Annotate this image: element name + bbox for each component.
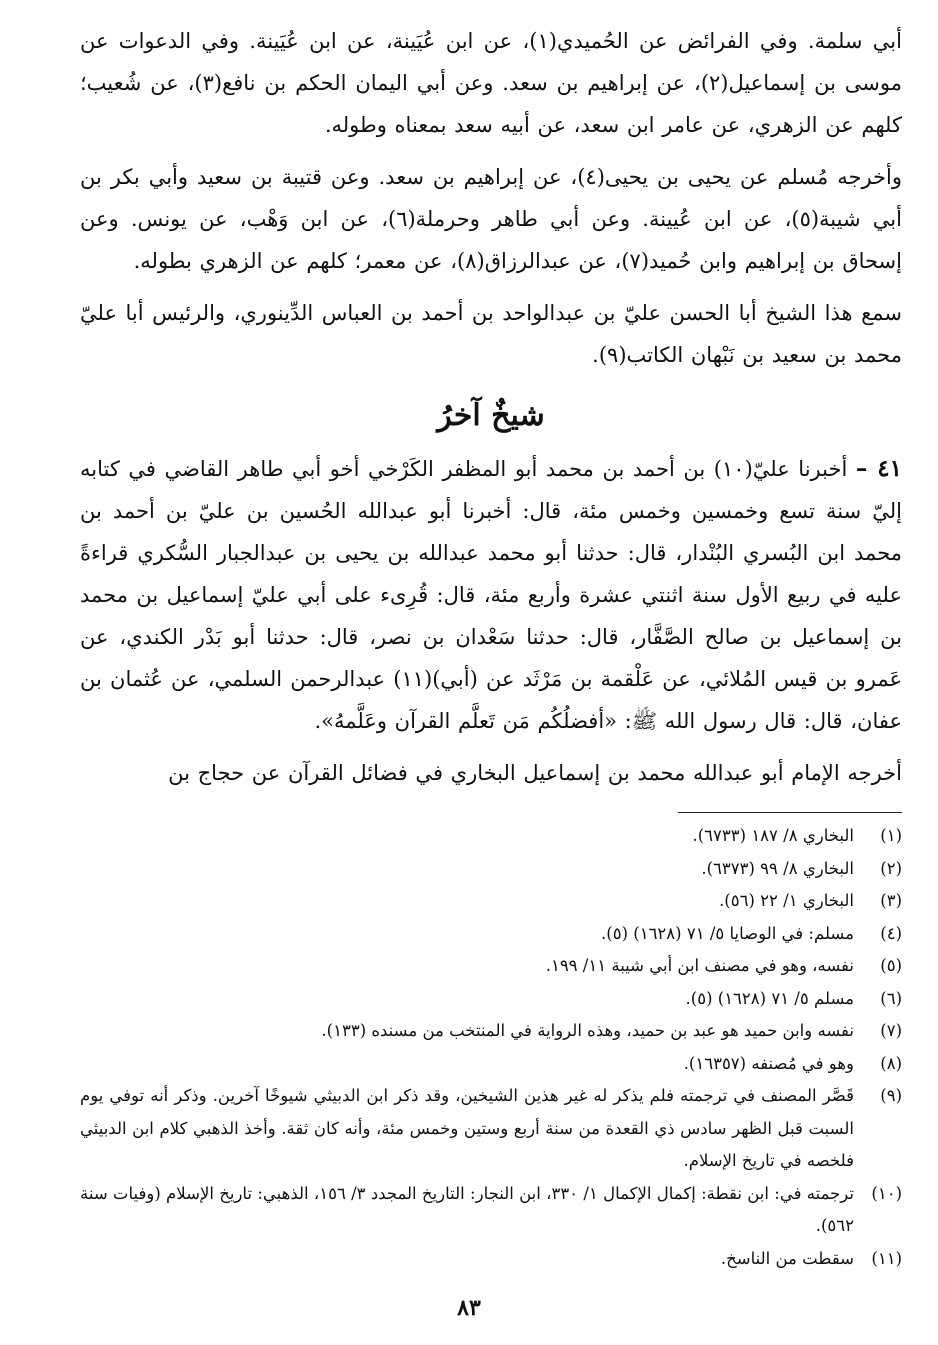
footnote-number: (٣) bbox=[880, 891, 902, 910]
footnote-text: نفسه وابن حميد هو عبد بن حميد، وهذه الرواية في المنتخب من مسنده (١٣٣). bbox=[321, 1021, 854, 1040]
footnote-number: (١) bbox=[880, 826, 902, 845]
footnote-text: ترجمته في: ابن نقطة: إكمال الإكمال ١/ ٣٣٠، ابن النجار: التاريخ المجدد ٣/ ١٥٦، الذهبي: تاريخ الإسلام (وفيات سنة ٥٦٢). bbox=[80, 1183, 855, 1235]
footnote bbox=[80, 983, 902, 1016]
paragraph-2: وأخرجه مُسلم عن يحيى بن يحيى(٤)، عن إبراهيم بن سعد. وعن قتيبة بن سعيد وأبي بكر بن أبي شيبة(٥)، عن ابن عُيينة. وعن أبي طاهر وحرملة(٦)، عن ابن وَهْب، عن يونس. وعن إسحاق بن إبراهيم وابن حُميد(٧)، عن عبدالرزاق(٨)، عن معمر؛ كلهم عن الزهري بطوله. bbox=[80, 165, 902, 273]
footnote-text: نفسه، وهو في مصنف ابن أبي شيبة ١١/ ١٩٩. bbox=[545, 956, 854, 975]
section-heading: شيخٌ آخرُ bbox=[437, 398, 545, 433]
footnote bbox=[80, 950, 902, 983]
footnote-text: قَصَّر المصنف في ترجمته فلم يذكر له غير هذين الشيخين، وقد ذكر ابن الدبيثي شيوخًا آخرين. وذكر أنه توفي يوم السبت قبل الظهر سادس ذي القعدة من سنة أربع وستين وخمس مئة، وأنه كان ثقة. وأخذ الذهبي كلام ابن الدبيثي فلخصه في تاريخ الإسلام. bbox=[80, 1086, 854, 1170]
footnote bbox=[80, 918, 902, 951]
footnote-text: البخاري ٨/ ٩٩ (٦٣٧٣). bbox=[701, 858, 854, 878]
footnote-text: مسلم ٥/ ٧١ (١٦٢٨) (٥). bbox=[685, 988, 854, 1008]
closing-paragraph: أخرجه الإمام أبو عبدالله محمد بن إسماعيل البخاري في فضائل القرآن عن حجاج بن bbox=[168, 761, 902, 785]
footnote bbox=[80, 1178, 902, 1243]
footnotes bbox=[80, 820, 902, 1275]
footnote-number: (١١) bbox=[871, 1248, 902, 1268]
hadith-number: ٤١ – bbox=[855, 455, 902, 482]
hadith-paragraph bbox=[80, 448, 902, 742]
footnote-text: البخاري ١/ ٢٢ (٥٦). bbox=[719, 891, 854, 910]
page-body bbox=[80, 20, 902, 1268]
footnote-number: (٩) bbox=[880, 1086, 902, 1105]
footnote bbox=[80, 1243, 902, 1276]
paragraph-1: أبي سلمة. وفي الفرائض عن الحُميدي(١)، عن ابن عُيَينة، عن ابن عُيَينة. وفي الدعوات عن موسى بن إسماعيل(٢)، عن إبراهيم بن سعد. وعن أبي اليمان الحكم بن نافع(٣)، عن شُعيب؛ كلهم عن الزهري، عن عامر ابن سعد، عن أبيه سعد بمعناه وطوله. bbox=[80, 29, 902, 137]
page-number: ٨٣ bbox=[457, 1295, 481, 1321]
footnote-number: (٧) bbox=[880, 1021, 902, 1040]
footnote-number: (١٠) bbox=[871, 1183, 902, 1203]
footnote-number: (٥) bbox=[880, 956, 902, 975]
footnote-text: مسلم: في الوصايا ٥/ ٧١ (١٦٢٨) (٥). bbox=[601, 923, 854, 943]
footnote bbox=[80, 1048, 902, 1081]
footnote-number: (٨) bbox=[880, 1053, 902, 1073]
hadith-text: أخبرنا عليّ(١٠) بن أحمد بن محمد أبو المظفر الكَرْخي أخو أبي طاهر القاضي في كتابه إليّ سنة تسع وخمسين وخمس مئة، قال: أخبرنا أبو عبدالله الحُسين بن عليّ بن أحمد بن محمد ابن البُسري البُنْدار، قال: حدثنا أبو محمد عبدالله بن يحيى بن عبدالجبار السُّكري قراءةً عليه في ربيع الأول سنة اثنتي عشرة وأربع مئة، قال: قُرِىء على أبي عليّ إسماعيل بن محمد بن إسماعيل بن صالح الصَّفَّار، قال: حدثنا سَعْدان بن نصر، قال: حدثنا أبو بَدْر الكندي، عن عَمرو بن قيس المُلائي، عن عَلْقمة بن مَرْثَد عن (أبي)(١١) عبدالرحمن السلمي، عن عُثمان بن عفان، قال: قال رسول الله ﷺ: «أفضلُكُم مَن تَعلَّم القرآن وعَلَّمهُ». bbox=[80, 457, 902, 733]
footnote bbox=[80, 885, 902, 918]
footnote bbox=[80, 820, 902, 853]
footnote-number: (٢) bbox=[880, 858, 902, 878]
footnote-text: البخاري ٨/ ١٨٧ (٦٧٣٣). bbox=[692, 826, 854, 845]
footnote-text: وهو في مُصنفه (١٦٣٥٧). bbox=[683, 1053, 854, 1073]
footnote bbox=[80, 1015, 902, 1048]
footnote-text: سقطت من الناسخ. bbox=[720, 1248, 854, 1268]
footnote-number: (٤) bbox=[880, 923, 902, 943]
footnote bbox=[80, 853, 902, 886]
footnote-number: (٦) bbox=[880, 988, 902, 1008]
footnote-divider bbox=[678, 812, 902, 813]
footnote bbox=[80, 1080, 902, 1178]
paragraph-3: سمع هذا الشيخ أبا الحسن عليّ بن عبدالواحد بن أحمد بن العباس الدِّينوري، والرئيس أبا عليّ محمد بن سعيد بن نَبْهان الكاتب(٩). bbox=[80, 301, 902, 367]
